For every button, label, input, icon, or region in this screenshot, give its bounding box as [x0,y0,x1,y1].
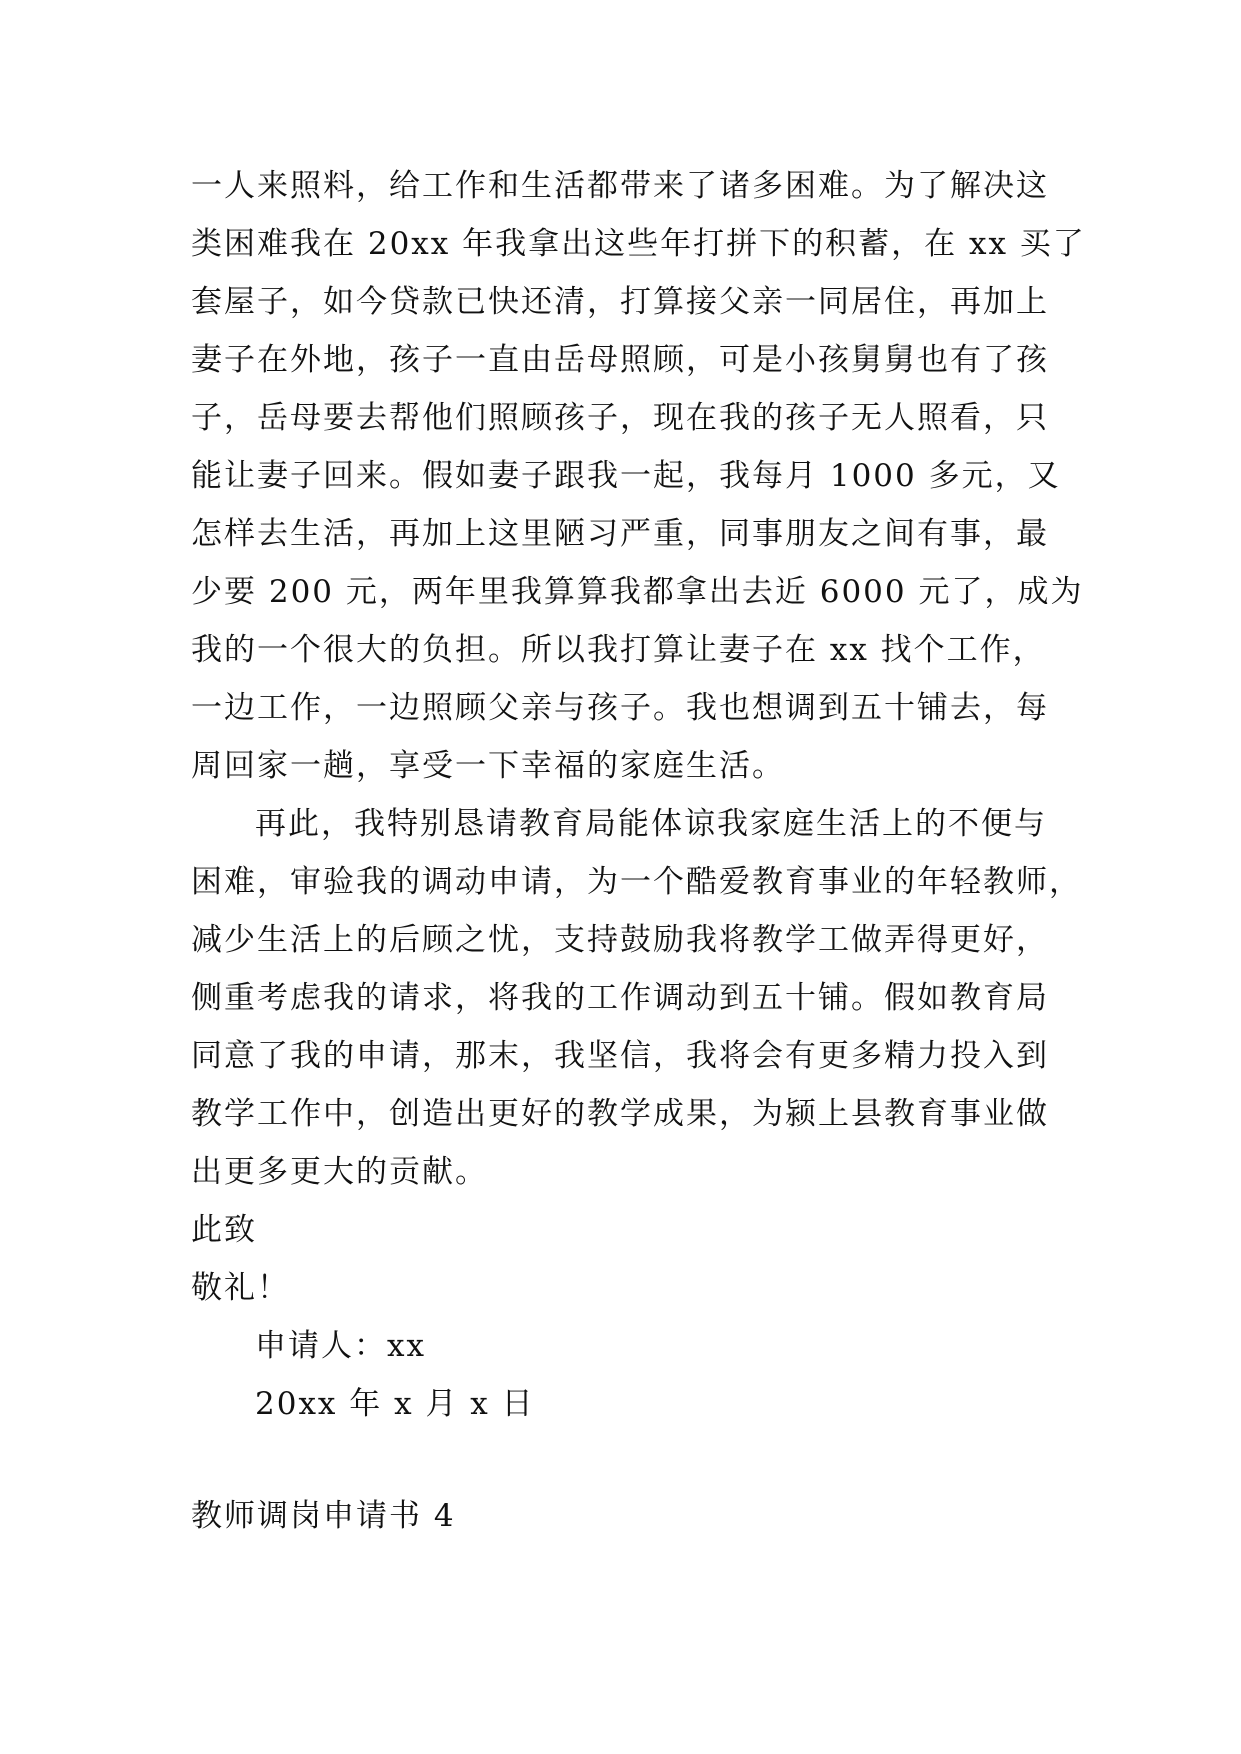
body-line: 侧重考虑我的请求，将我的工作调动到五十铺。假如教育局 [191,980,1049,1016]
body-line: 我的一个很大的负担。所以我打算让妻子在 xx 找个工作， [191,632,1046,668]
paragraph-start-line: 再此，我特别恳请教育局能体谅我家庭生活上的不便与 [255,806,1047,842]
body-line: 类困难我在 20xx 年我拿出这些年打拼下的积蓄，在 xx 买了 [191,226,1086,262]
body-line: 出更多更大的贡献。 [191,1154,488,1190]
body-line: 能让妻子回来。假如妻子跟我一起，我每月 1000 多元，又 [191,458,1061,494]
body-line: 一边工作，一边照顾父亲与孩子。我也想调到五十铺去，每 [191,690,1049,726]
body-line: 周回家一趟，享受一下幸福的家庭生活。 [191,748,785,784]
body-line: 一人来照料，给工作和生活都带来了诸多困难。为了解决这 [191,168,1049,204]
body-line: 同意了我的申请，那末，我坚信，我将会有更多精力投入到 [191,1038,1049,1074]
body-line: 少要 200 元，两年里我算算我都拿出去近 6000 元了，成为 [191,574,1084,610]
body-line: 套屋子，如今贷款已快还清，打算接父亲一同居住，再加上 [191,284,1049,320]
body-line: 困难，审验我的调动申请，为一个酷爱教育事业的年轻教师， [191,864,1082,900]
body-line: 怎样去生活，再加上这里陋习严重，同事朋友之间有事，最 [191,516,1049,552]
closing-regards: 敬礼！ [191,1270,290,1306]
next-section-title: 教师调岗申请书 4 [191,1498,456,1534]
body-line: 子，岳母要去帮他们照顾孩子，现在我的孩子无人照看，只 [191,400,1049,436]
applicant-signature: 申请人：xx [255,1328,426,1364]
body-line: 教学工作中，创造出更好的教学成果，为颍上县教育事业做 [191,1096,1049,1132]
signature-date: 20xx 年 x 月 x 日 [255,1386,535,1422]
body-line: 妻子在外地，孩子一直由岳母照顾，可是小孩舅舅也有了孩 [191,342,1049,378]
body-line: 减少生活上的后顾之忧，支持鼓励我将教学工做弄得更好， [191,922,1049,958]
closing-salutation: 此致 [191,1212,257,1248]
